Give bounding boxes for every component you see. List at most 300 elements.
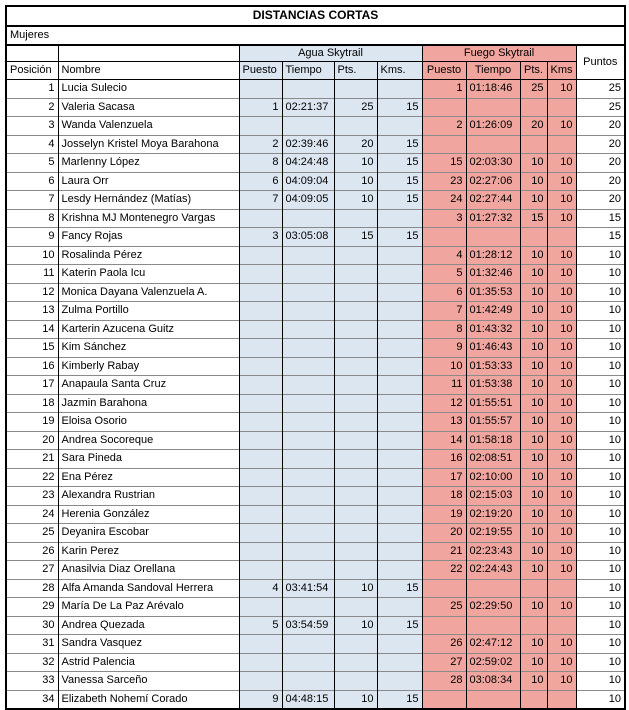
fuego-tiempo-cell[interactable]: 01:18:46	[466, 80, 520, 99]
agua-pts-cell[interactable]	[334, 265, 377, 284]
fuego-pts-cell[interactable]: 10	[520, 154, 547, 173]
agua-puesto-cell[interactable]	[239, 283, 282, 302]
puntos-cell[interactable]: 10	[576, 302, 625, 321]
name-cell[interactable]: Laura Orr	[58, 172, 239, 191]
agua-pts-cell[interactable]: 10	[334, 579, 377, 598]
puntos-cell[interactable]: 10	[576, 487, 625, 506]
fuego-puesto-cell[interactable]: 15	[422, 154, 466, 173]
fuego-kms-cell[interactable]: 10	[547, 468, 576, 487]
agua-pts-cell[interactable]	[334, 339, 377, 358]
fuego-kms-cell[interactable]	[547, 135, 576, 154]
fuego-pts-column-header[interactable]: Pts.	[520, 62, 547, 80]
name-cell[interactable]: Kim Sánchez	[58, 339, 239, 358]
fuego-kms-cell[interactable]: 10	[547, 542, 576, 561]
position-cell[interactable]: 5	[6, 154, 58, 173]
agua-tiempo-cell[interactable]: 02:21:37	[282, 98, 334, 117]
fuego-puesto-cell[interactable]: 10	[422, 357, 466, 376]
fuego-kms-cell[interactable]: 10	[547, 376, 576, 395]
agua-puesto-cell[interactable]: 5	[239, 616, 282, 635]
fuego-kms-cell[interactable]: 10	[547, 246, 576, 265]
position-cell[interactable]: 27	[6, 561, 58, 580]
position-cell[interactable]: 4	[6, 135, 58, 154]
fuego-kms-cell[interactable]	[547, 98, 576, 117]
name-cell[interactable]: Alfa Amanda Sandoval Herrera	[58, 579, 239, 598]
fuego-puesto-cell[interactable]: 25	[422, 598, 466, 617]
position-cell[interactable]: 16	[6, 357, 58, 376]
fuego-pts-cell[interactable]: 10	[520, 283, 547, 302]
fuego-pts-cell[interactable]	[520, 228, 547, 247]
agua-kms-cell[interactable]	[377, 561, 422, 580]
agua-puesto-cell[interactable]	[239, 672, 282, 691]
name-cell[interactable]: Alexandra Rustrian	[58, 487, 239, 506]
agua-tiempo-cell[interactable]	[282, 505, 334, 524]
fuego-kms-cell[interactable]: 10	[547, 357, 576, 376]
agua-puesto-cell[interactable]	[239, 339, 282, 358]
fuego-tiempo-cell[interactable]: 01:28:12	[466, 246, 520, 265]
fuego-tiempo-cell[interactable]: 01:26:09	[466, 117, 520, 136]
agua-puesto-cell[interactable]	[239, 320, 282, 339]
agua-tiempo-cell[interactable]	[282, 635, 334, 654]
fuego-pts-cell[interactable]: 10	[520, 246, 547, 265]
agua-pts-cell[interactable]: 10	[334, 690, 377, 709]
agua-tiempo-cell[interactable]	[282, 672, 334, 691]
puntos-cell[interactable]: 10	[576, 357, 625, 376]
fuego-tiempo-cell[interactable]	[466, 616, 520, 635]
agua-puesto-cell[interactable]	[239, 394, 282, 413]
puntos-cell[interactable]: 10	[576, 265, 625, 284]
name-cell[interactable]: Anasilvia Diaz Orellana	[58, 561, 239, 580]
name-cell[interactable]: Zulma Portillo	[58, 302, 239, 321]
fuego-pts-cell[interactable]: 10	[520, 172, 547, 191]
fuego-pts-cell[interactable]: 10	[520, 505, 547, 524]
agua-pts-cell[interactable]: 10	[334, 172, 377, 191]
fuego-pts-cell[interactable]: 20	[520, 117, 547, 136]
agua-tiempo-cell[interactable]	[282, 339, 334, 358]
puntos-cell[interactable]: 10	[576, 690, 625, 709]
agua-kms-cell[interactable]: 15	[377, 191, 422, 210]
agua-tiempo-cell[interactable]	[282, 320, 334, 339]
agua-skytrail-group-header[interactable]: Agua Skytrail	[239, 45, 422, 62]
position-cell[interactable]: 20	[6, 431, 58, 450]
agua-pts-cell[interactable]: 10	[334, 616, 377, 635]
fuego-pts-cell[interactable]: 10	[520, 320, 547, 339]
fuego-kms-cell[interactable]: 10	[547, 117, 576, 136]
position-cell[interactable]: 25	[6, 524, 58, 543]
fuego-tiempo-cell[interactable]	[466, 135, 520, 154]
fuego-kms-cell[interactable]: 10	[547, 505, 576, 524]
fuego-pts-cell[interactable]	[520, 579, 547, 598]
fuego-puesto-cell[interactable]: 3	[422, 209, 466, 228]
fuego-kms-column-header[interactable]: Kms	[547, 62, 576, 80]
fuego-pts-cell[interactable]	[520, 135, 547, 154]
position-cell[interactable]: 23	[6, 487, 58, 506]
puntos-cell[interactable]: 20	[576, 191, 625, 210]
agua-tiempo-cell[interactable]: 04:09:04	[282, 172, 334, 191]
agua-tiempo-cell[interactable]	[282, 413, 334, 432]
fuego-puesto-cell[interactable]: 12	[422, 394, 466, 413]
name-cell[interactable]: Monica Dayana Valenzuela A.	[58, 283, 239, 302]
fuego-pts-cell[interactable]: 10	[520, 394, 547, 413]
agua-tiempo-cell[interactable]	[282, 265, 334, 284]
agua-tiempo-cell[interactable]	[282, 542, 334, 561]
name-cell[interactable]: Lucia Sulecio	[58, 80, 239, 99]
fuego-tiempo-cell[interactable]: 01:27:32	[466, 209, 520, 228]
agua-tiempo-cell[interactable]	[282, 283, 334, 302]
agua-pts-cell[interactable]	[334, 635, 377, 654]
fuego-pts-cell[interactable]: 10	[520, 598, 547, 617]
fuego-kms-cell[interactable]: 10	[547, 283, 576, 302]
position-cell[interactable]: 19	[6, 413, 58, 432]
agua-puesto-cell[interactable]	[239, 246, 282, 265]
position-cell[interactable]: 6	[6, 172, 58, 191]
agua-tiempo-cell[interactable]	[282, 357, 334, 376]
fuego-kms-cell[interactable]: 10	[547, 209, 576, 228]
agua-pts-cell[interactable]	[334, 653, 377, 672]
fuego-tiempo-cell[interactable]: 02:19:55	[466, 524, 520, 543]
agua-kms-cell[interactable]: 15	[377, 98, 422, 117]
fuego-pts-cell[interactable]: 10	[520, 672, 547, 691]
agua-tiempo-cell[interactable]: 04:09:05	[282, 191, 334, 210]
agua-kms-cell[interactable]	[377, 302, 422, 321]
fuego-pts-cell[interactable]: 10	[520, 357, 547, 376]
puntos-column-header[interactable]: Puntos	[576, 45, 625, 80]
fuego-puesto-cell[interactable]: 2	[422, 117, 466, 136]
agua-tiempo-column-header[interactable]: Tiempo	[282, 62, 334, 80]
position-cell[interactable]: 32	[6, 653, 58, 672]
fuego-pts-cell[interactable]: 10	[520, 653, 547, 672]
fuego-kms-cell[interactable]	[547, 228, 576, 247]
puntos-cell[interactable]: 10	[576, 505, 625, 524]
fuego-pts-cell[interactable]: 15	[520, 209, 547, 228]
name-cell[interactable]: Herenia González	[58, 505, 239, 524]
position-cell[interactable]: 30	[6, 616, 58, 635]
name-cell[interactable]: Vanessa Sarceño	[58, 672, 239, 691]
agua-puesto-cell[interactable]	[239, 598, 282, 617]
agua-tiempo-cell[interactable]	[282, 468, 334, 487]
fuego-puesto-cell[interactable]: 20	[422, 524, 466, 543]
name-cell[interactable]: Andrea Quezada	[58, 616, 239, 635]
puntos-cell[interactable]: 10	[576, 468, 625, 487]
agua-tiempo-cell[interactable]: 04:48:15	[282, 690, 334, 709]
fuego-puesto-cell[interactable]: 18	[422, 487, 466, 506]
agua-puesto-cell[interactable]	[239, 357, 282, 376]
fuego-tiempo-cell[interactable]	[466, 228, 520, 247]
agua-kms-cell[interactable]	[377, 357, 422, 376]
agua-pts-cell[interactable]	[334, 117, 377, 136]
fuego-kms-cell[interactable]: 10	[547, 154, 576, 173]
agua-kms-cell[interactable]	[377, 209, 422, 228]
puntos-cell[interactable]: 15	[576, 209, 625, 228]
agua-puesto-cell[interactable]: 8	[239, 154, 282, 173]
fuego-pts-cell[interactable]: 10	[520, 191, 547, 210]
fuego-tiempo-cell[interactable]: 01:55:51	[466, 394, 520, 413]
agua-pts-cell[interactable]: 10	[334, 154, 377, 173]
name-cell[interactable]: Lesdy Hernández (Matías)	[58, 191, 239, 210]
position-cell[interactable]: 28	[6, 579, 58, 598]
fuego-kms-cell[interactable]: 10	[547, 653, 576, 672]
position-cell[interactable]: 10	[6, 246, 58, 265]
fuego-pts-cell[interactable]: 10	[520, 339, 547, 358]
fuego-puesto-cell[interactable]: 5	[422, 265, 466, 284]
name-cell[interactable]: Marlenny López	[58, 154, 239, 173]
agua-puesto-column-header[interactable]: Puesto	[239, 62, 282, 80]
fuego-puesto-cell[interactable]: 19	[422, 505, 466, 524]
fuego-tiempo-cell[interactable]	[466, 579, 520, 598]
agua-pts-cell[interactable]	[334, 357, 377, 376]
agua-kms-cell[interactable]	[377, 672, 422, 691]
fuego-kms-cell[interactable]: 10	[547, 672, 576, 691]
fuego-kms-cell[interactable]: 10	[547, 320, 576, 339]
agua-pts-cell[interactable]	[334, 468, 377, 487]
position-cell[interactable]: 1	[6, 80, 58, 99]
agua-tiempo-cell[interactable]	[282, 80, 334, 99]
agua-kms-cell[interactable]	[377, 487, 422, 506]
agua-puesto-cell[interactable]	[239, 80, 282, 99]
fuego-kms-cell[interactable]	[547, 690, 576, 709]
agua-kms-cell[interactable]	[377, 505, 422, 524]
fuego-puesto-cell[interactable]: 28	[422, 672, 466, 691]
fuego-puesto-cell[interactable]: 24	[422, 191, 466, 210]
agua-puesto-cell[interactable]	[239, 468, 282, 487]
agua-puesto-cell[interactable]	[239, 487, 282, 506]
puntos-cell[interactable]: 10	[576, 413, 625, 432]
fuego-puesto-cell[interactable]: 7	[422, 302, 466, 321]
name-cell[interactable]: Elizabeth Nohemí Corado	[58, 690, 239, 709]
puntos-cell[interactable]: 20	[576, 135, 625, 154]
agua-puesto-cell[interactable]: 7	[239, 191, 282, 210]
agua-puesto-cell[interactable]: 6	[239, 172, 282, 191]
position-cell[interactable]: 15	[6, 339, 58, 358]
agua-puesto-cell[interactable]	[239, 653, 282, 672]
agua-tiempo-cell[interactable]	[282, 450, 334, 469]
fuego-tiempo-cell[interactable]: 01:35:53	[466, 283, 520, 302]
posicion-group-spacer-cell[interactable]	[6, 45, 58, 62]
agua-kms-cell[interactable]	[377, 376, 422, 395]
fuego-puesto-column-header[interactable]: Puesto	[422, 62, 466, 80]
name-cell[interactable]: Anapaula Santa Cruz	[58, 376, 239, 395]
agua-kms-cell[interactable]	[377, 265, 422, 284]
name-cell[interactable]: Josselyn Kristel Moya Barahona	[58, 135, 239, 154]
name-cell[interactable]: Krishna MJ Montenegro Vargas	[58, 209, 239, 228]
fuego-puesto-cell[interactable]: 26	[422, 635, 466, 654]
position-cell[interactable]: 31	[6, 635, 58, 654]
agua-kms-cell[interactable]	[377, 117, 422, 136]
fuego-kms-cell[interactable]: 10	[547, 80, 576, 99]
fuego-kms-cell[interactable]: 10	[547, 524, 576, 543]
agua-puesto-cell[interactable]	[239, 209, 282, 228]
category-label[interactable]: Mujeres	[6, 26, 625, 45]
puntos-cell[interactable]: 10	[576, 542, 625, 561]
position-cell[interactable]: 12	[6, 283, 58, 302]
fuego-tiempo-cell[interactable]: 02:19:20	[466, 505, 520, 524]
agua-tiempo-cell[interactable]	[282, 376, 334, 395]
agua-kms-cell[interactable]: 15	[377, 579, 422, 598]
fuego-pts-cell[interactable]	[520, 616, 547, 635]
agua-kms-cell[interactable]	[377, 413, 422, 432]
agua-tiempo-cell[interactable]	[282, 394, 334, 413]
name-cell[interactable]: Andrea Socoreque	[58, 431, 239, 450]
puntos-cell[interactable]: 25	[576, 80, 625, 99]
agua-pts-cell[interactable]	[334, 561, 377, 580]
fuego-kms-cell[interactable]: 10	[547, 172, 576, 191]
puntos-cell[interactable]: 20	[576, 172, 625, 191]
name-cell[interactable]: María De La Paz Arévalo	[58, 598, 239, 617]
fuego-pts-cell[interactable]: 10	[520, 413, 547, 432]
fuego-pts-cell[interactable]: 10	[520, 302, 547, 321]
agua-pts-cell[interactable]: 10	[334, 191, 377, 210]
agua-pts-cell[interactable]	[334, 246, 377, 265]
agua-puesto-cell[interactable]	[239, 265, 282, 284]
name-cell[interactable]: Valeria Sacasa	[58, 98, 239, 117]
name-cell[interactable]: Fancy Rojas	[58, 228, 239, 247]
agua-puesto-cell[interactable]: 9	[239, 690, 282, 709]
agua-tiempo-cell[interactable]	[282, 431, 334, 450]
agua-tiempo-cell[interactable]: 03:54:59	[282, 616, 334, 635]
nombre-group-spacer-cell[interactable]	[58, 45, 239, 62]
agua-puesto-cell[interactable]	[239, 450, 282, 469]
agua-puesto-cell[interactable]	[239, 542, 282, 561]
fuego-puesto-cell[interactable]: 6	[422, 283, 466, 302]
puntos-cell[interactable]: 20	[576, 117, 625, 136]
fuego-kms-cell[interactable]: 10	[547, 394, 576, 413]
fuego-pts-cell[interactable]: 25	[520, 80, 547, 99]
position-cell[interactable]: 2	[6, 98, 58, 117]
agua-pts-cell[interactable]	[334, 80, 377, 99]
name-cell[interactable]: Kimberly Rabay	[58, 357, 239, 376]
position-cell[interactable]: 21	[6, 450, 58, 469]
fuego-puesto-cell[interactable]: 9	[422, 339, 466, 358]
position-cell[interactable]: 8	[6, 209, 58, 228]
fuego-puesto-cell[interactable]	[422, 616, 466, 635]
agua-pts-cell[interactable]	[334, 672, 377, 691]
agua-pts-cell[interactable]	[334, 413, 377, 432]
agua-pts-cell[interactable]	[334, 394, 377, 413]
fuego-kms-cell[interactable]	[547, 616, 576, 635]
fuego-puesto-cell[interactable]: 14	[422, 431, 466, 450]
name-cell[interactable]: Sandra Vasquez	[58, 635, 239, 654]
fuego-pts-cell[interactable]: 10	[520, 542, 547, 561]
agua-kms-cell[interactable]	[377, 394, 422, 413]
agua-kms-cell[interactable]	[377, 339, 422, 358]
puntos-cell[interactable]: 10	[576, 450, 625, 469]
fuego-puesto-cell[interactable]: 23	[422, 172, 466, 191]
agua-puesto-cell[interactable]	[239, 302, 282, 321]
agua-kms-cell[interactable]: 15	[377, 228, 422, 247]
agua-tiempo-cell[interactable]: 04:24:48	[282, 154, 334, 173]
fuego-pts-cell[interactable]: 10	[520, 376, 547, 395]
agua-kms-cell[interactable]	[377, 468, 422, 487]
puntos-cell[interactable]: 10	[576, 339, 625, 358]
fuego-pts-cell[interactable]: 10	[520, 431, 547, 450]
puntos-cell[interactable]: 10	[576, 635, 625, 654]
agua-puesto-cell[interactable]	[239, 561, 282, 580]
puntos-cell[interactable]: 20	[576, 154, 625, 173]
agua-kms-cell[interactable]	[377, 431, 422, 450]
agua-kms-cell[interactable]: 15	[377, 690, 422, 709]
agua-pts-cell[interactable]: 15	[334, 228, 377, 247]
position-cell[interactable]: 3	[6, 117, 58, 136]
fuego-pts-cell[interactable]	[520, 690, 547, 709]
fuego-tiempo-cell[interactable]: 01:53:38	[466, 376, 520, 395]
position-cell[interactable]: 26	[6, 542, 58, 561]
fuego-puesto-cell[interactable]: 1	[422, 80, 466, 99]
fuego-pts-cell[interactable]: 10	[520, 450, 547, 469]
agua-puesto-cell[interactable]	[239, 505, 282, 524]
fuego-tiempo-cell[interactable]	[466, 98, 520, 117]
posicion-column-header[interactable]: Posición	[6, 62, 58, 80]
fuego-tiempo-cell[interactable]: 01:32:46	[466, 265, 520, 284]
agua-puesto-cell[interactable]	[239, 117, 282, 136]
fuego-kms-cell[interactable]: 10	[547, 635, 576, 654]
agua-tiempo-cell[interactable]	[282, 246, 334, 265]
agua-tiempo-cell[interactable]	[282, 117, 334, 136]
puntos-cell[interactable]: 10	[576, 579, 625, 598]
agua-pts-column-header[interactable]: Pts.	[334, 62, 377, 80]
puntos-cell[interactable]: 10	[576, 672, 625, 691]
fuego-tiempo-cell[interactable]: 01:46:43	[466, 339, 520, 358]
agua-pts-cell[interactable]: 25	[334, 98, 377, 117]
agua-kms-cell[interactable]	[377, 524, 422, 543]
agua-pts-cell[interactable]	[334, 302, 377, 321]
fuego-tiempo-cell[interactable]: 02:27:06	[466, 172, 520, 191]
fuego-puesto-cell[interactable]: 21	[422, 542, 466, 561]
fuego-tiempo-cell[interactable]: 02:47:12	[466, 635, 520, 654]
fuego-pts-cell[interactable]: 10	[520, 487, 547, 506]
fuego-puesto-cell[interactable]	[422, 690, 466, 709]
fuego-kms-cell[interactable]: 10	[547, 302, 576, 321]
fuego-tiempo-cell[interactable]: 02:03:30	[466, 154, 520, 173]
agua-pts-cell[interactable]	[334, 431, 377, 450]
agua-puesto-cell[interactable]: 2	[239, 135, 282, 154]
puntos-cell[interactable]: 10	[576, 561, 625, 580]
agua-tiempo-cell[interactable]: 03:05:08	[282, 228, 334, 247]
agua-puesto-cell[interactable]	[239, 413, 282, 432]
name-cell[interactable]: Rosalinda Pérez	[58, 246, 239, 265]
agua-pts-cell[interactable]	[334, 209, 377, 228]
position-cell[interactable]: 14	[6, 320, 58, 339]
fuego-puesto-cell[interactable]: 22	[422, 561, 466, 580]
puntos-cell[interactable]: 10	[576, 524, 625, 543]
agua-kms-cell[interactable]: 15	[377, 616, 422, 635]
fuego-skytrail-group-header[interactable]: Fuego Skytrail	[422, 45, 576, 62]
position-cell[interactable]: 18	[6, 394, 58, 413]
name-cell[interactable]: Wanda Valenzuela	[58, 117, 239, 136]
agua-pts-cell[interactable]	[334, 320, 377, 339]
fuego-kms-cell[interactable]	[547, 579, 576, 598]
agua-kms-cell[interactable]	[377, 80, 422, 99]
position-cell[interactable]: 13	[6, 302, 58, 321]
agua-pts-cell[interactable]	[334, 376, 377, 395]
agua-pts-cell[interactable]	[334, 524, 377, 543]
position-cell[interactable]: 33	[6, 672, 58, 691]
agua-tiempo-cell[interactable]: 03:41:54	[282, 579, 334, 598]
agua-kms-cell[interactable]	[377, 246, 422, 265]
fuego-puesto-cell[interactable]: 11	[422, 376, 466, 395]
agua-puesto-cell[interactable]: 1	[239, 98, 282, 117]
fuego-tiempo-cell[interactable]: 01:43:32	[466, 320, 520, 339]
agua-pts-cell[interactable]	[334, 542, 377, 561]
agua-kms-cell[interactable]: 15	[377, 154, 422, 173]
puntos-cell[interactable]: 25	[576, 98, 625, 117]
position-cell[interactable]: 17	[6, 376, 58, 395]
agua-tiempo-cell[interactable]	[282, 209, 334, 228]
fuego-puesto-cell[interactable]: 4	[422, 246, 466, 265]
position-cell[interactable]: 11	[6, 265, 58, 284]
agua-puesto-cell[interactable]	[239, 524, 282, 543]
puntos-cell[interactable]: 10	[576, 616, 625, 635]
agua-pts-cell[interactable]	[334, 505, 377, 524]
fuego-puesto-cell[interactable]: 16	[422, 450, 466, 469]
